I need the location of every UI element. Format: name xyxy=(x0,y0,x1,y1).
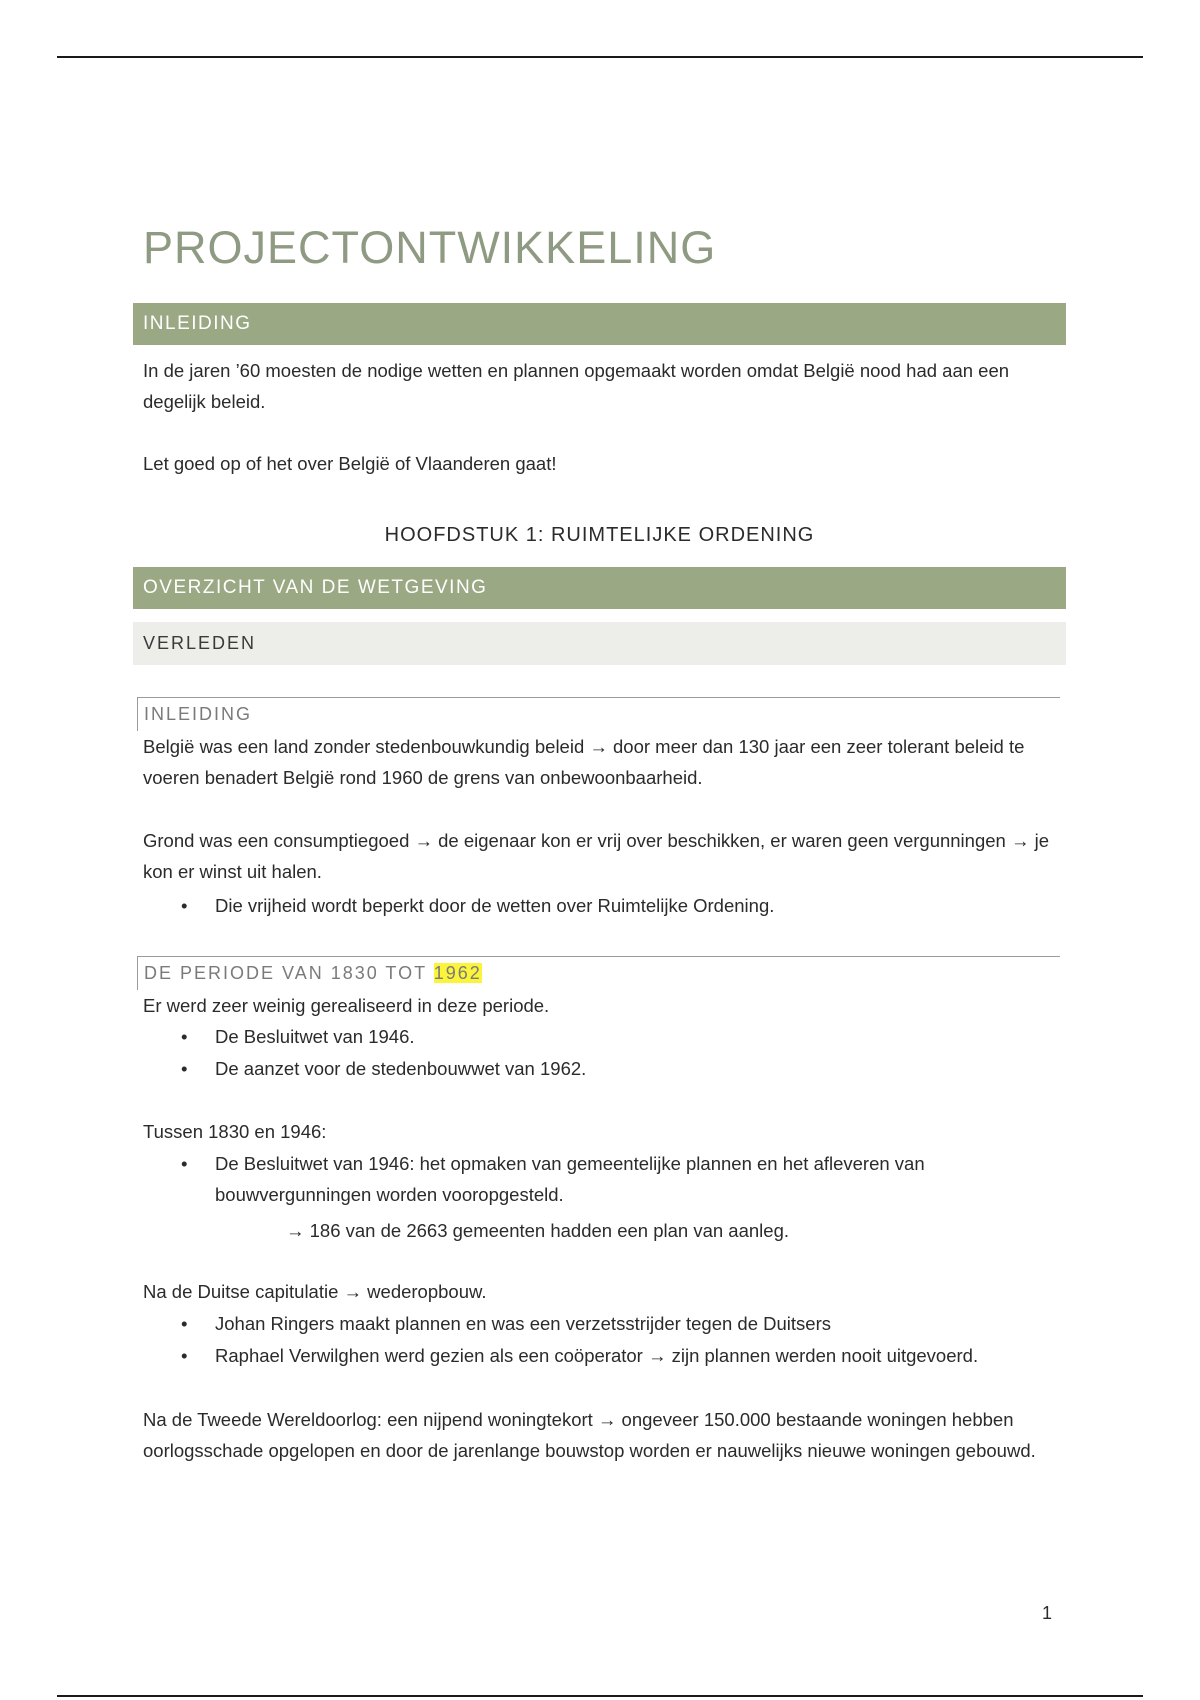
subsection-heading-period: DE PERIODE VAN 1830 TOT 1962 xyxy=(137,956,1060,990)
bullet-icon: • xyxy=(181,1345,188,1366)
section2-paragraph-4: Na de Tweede Wereldoorlog: een nijpend woningtekort → ongeveer 150.000 bestaande woningen hebben oorlogsschade opgelopen en door de jarenlange bouwstop worden er nauwelijks nieuwe woningen gebouwd. xyxy=(143,1409,1036,1461)
list-item: • Raphael Verwilghen werd gezien als een coöperator → zijn plannen werden nooit uitgevoerd. xyxy=(143,1340,1063,1372)
section2-bullet-list-2 xyxy=(143,1148,1063,1210)
bullet-icon: • xyxy=(181,1058,188,1079)
section1-paragraph-1: België was een land zonder stedenbouwkundig beleid → door meer dan 130 jaar een zeer tolerant beleid te voeren benadert België rond 1960 de grens van onbewoonbaarheid. xyxy=(143,736,1025,788)
bullet-icon: • xyxy=(181,1153,188,1174)
section1-bullet-list xyxy=(143,890,1063,922)
bottom-rule xyxy=(57,1695,1143,1697)
subsection-header-past: VERLEDEN xyxy=(133,622,1066,665)
bullet-icon: • xyxy=(181,895,188,916)
section1-paragraph-2: Grond was een consumptiegoed → de eigenaar kon er vrij over beschikken, er waren geen vergunningen → je kon er winst uit halen. xyxy=(143,830,1050,882)
section2-paragraph-3: Na de Duitse capitulatie → wederopbouw. xyxy=(143,1281,487,1302)
section-header-overview: OVERZICHT VAN DE WETGEVING xyxy=(133,567,1066,609)
highlighted-year: 1962 xyxy=(433,963,482,983)
section2-paragraph-1: Er werd zeer weinig gerealiseerd in deze periode. xyxy=(143,995,550,1016)
section2-bullet-list-3 xyxy=(143,1308,1063,1372)
section2-paragraph-2: Tussen 1830 en 1946: xyxy=(143,1121,327,1142)
intro-paragraph-2: Let goed op of het over België of Vlaanderen gaat! xyxy=(143,453,557,474)
section-header-intro: INLEIDING xyxy=(133,303,1066,345)
list-item: • De aanzet voor de stedenbouwwet van 1962. xyxy=(143,1053,1063,1085)
list-item: • De Besluitwet van 1946: het opmaken van gemeentelijke plannen en het afleveren van bouwvergunningen worden vooropgesteld. xyxy=(143,1148,1063,1210)
section2-bullet-list-1 xyxy=(143,1021,1063,1085)
indented-arrow-line: → 186 van de 2663 gemeenten hadden een plan van aanleg. xyxy=(286,1220,789,1241)
list-item: • De Besluitwet van 1946. xyxy=(143,1021,1063,1053)
document-title: PROJECTONTWIKKELING xyxy=(143,222,717,273)
chapter-title: HOOFDSTUK 1: RUIMTELIJKE ORDENING xyxy=(384,524,815,546)
subsection-heading-intro: INLEIDING xyxy=(137,697,1060,731)
bullet-icon: • xyxy=(181,1026,188,1047)
list-item: • Die vrijheid wordt beperkt door de wetten over Ruimtelijke Ordening. xyxy=(143,890,1063,922)
bullet-icon: • xyxy=(181,1313,188,1334)
intro-paragraph-1: In de jaren ’60 moesten de nodige wetten en plannen opgemaakt worden omdat België nood had aan een degelijk beleid. xyxy=(143,360,1010,412)
list-item: • Johan Ringers maakt plannen en was een verzetsstrijder tegen de Duitsers xyxy=(143,1308,1063,1340)
page-number: 1 xyxy=(1042,1603,1053,1623)
top-rule xyxy=(57,56,1143,58)
